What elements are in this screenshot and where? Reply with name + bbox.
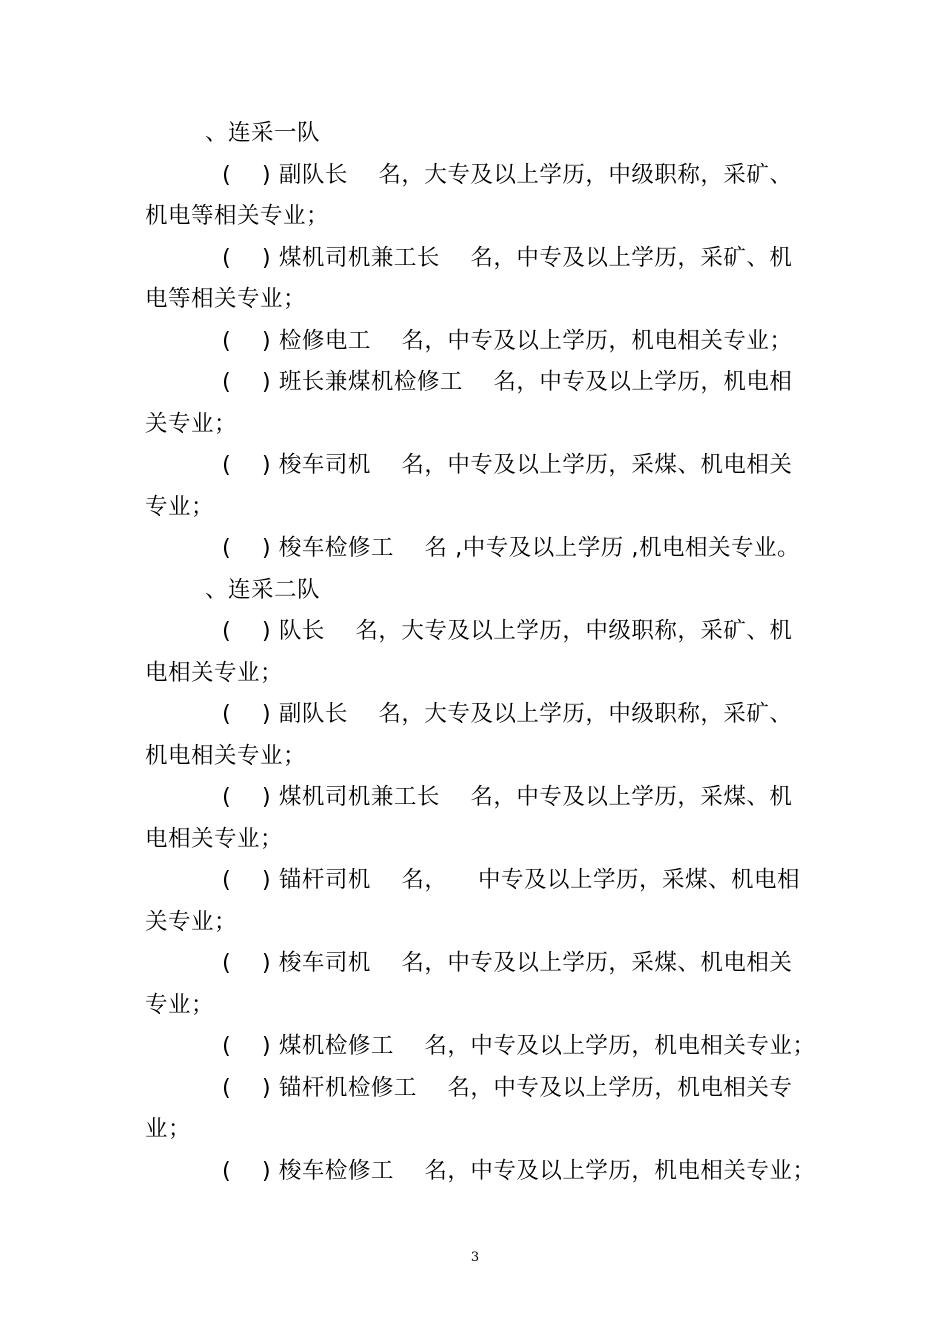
list-item: ( ) 队长 名，大专及以上学历，中级职称，采矿、机 [222,618,793,644]
list-item: ( ) 梭车检修工 名 ,中专及以上学历 ,机电相关专业。 [222,535,801,561]
list-item-continuation: 关专业； [145,909,238,935]
list-item: ( ) 煤机检修工 名，中专及以上学历，机电相关专业； [222,1033,816,1059]
list-item-continuation: 业； [145,1116,192,1142]
list-item: ( ) 副队长 名，大专及以上学历，中级职称，采矿、 [222,701,793,727]
list-item-continuation: 电相关专业； [145,826,284,852]
list-item-continuation: 专业； [145,494,215,520]
list-item-continuation: 电等相关专业； [145,286,307,312]
list-item: ( ) 煤机司机兼工长 名，中专及以上学历，采煤、机 [222,784,793,810]
list-item: ( ) 检修电工 名，中专及以上学历，机电相关专业； [222,328,793,354]
list-item: ( ) 锚杆司机 名， 中专及以上学历，采煤、机电相 [222,867,801,893]
list-item: ( ) 班长兼煤机检修工 名，中专及以上学历，机电相 [222,369,793,395]
list-item-continuation: 专业； [145,992,215,1018]
list-item: ( ) 梭车检修工 名，中专及以上学历，机电相关专业； [222,1158,816,1184]
list-item: ( ) 副队长 名，大专及以上学历，中级职称，采矿、 [222,162,793,188]
section-heading: 、连采二队 [205,577,321,603]
list-item: ( ) 梭车司机 名，中专及以上学历，采煤、机电相关 [222,452,793,478]
section-heading: 、连采一队 [205,120,321,146]
list-item: ( ) 梭车司机 名，中专及以上学历，采煤、机电相关 [222,950,793,976]
list-item-continuation: 机电相关专业； [145,743,307,769]
page-number: 3 [470,1250,480,1265]
list-item: ( ) 煤机司机兼工长 名，中专及以上学历，采矿、机 [222,245,793,271]
list-item: ( ) 锚杆机检修工 名，中专及以上学历，机电相关专 [222,1075,793,1101]
list-item-continuation: 电相关专业； [145,660,284,686]
list-item-continuation: 关专业； [145,411,238,437]
list-item-continuation: 机电等相关专业； [145,203,330,229]
